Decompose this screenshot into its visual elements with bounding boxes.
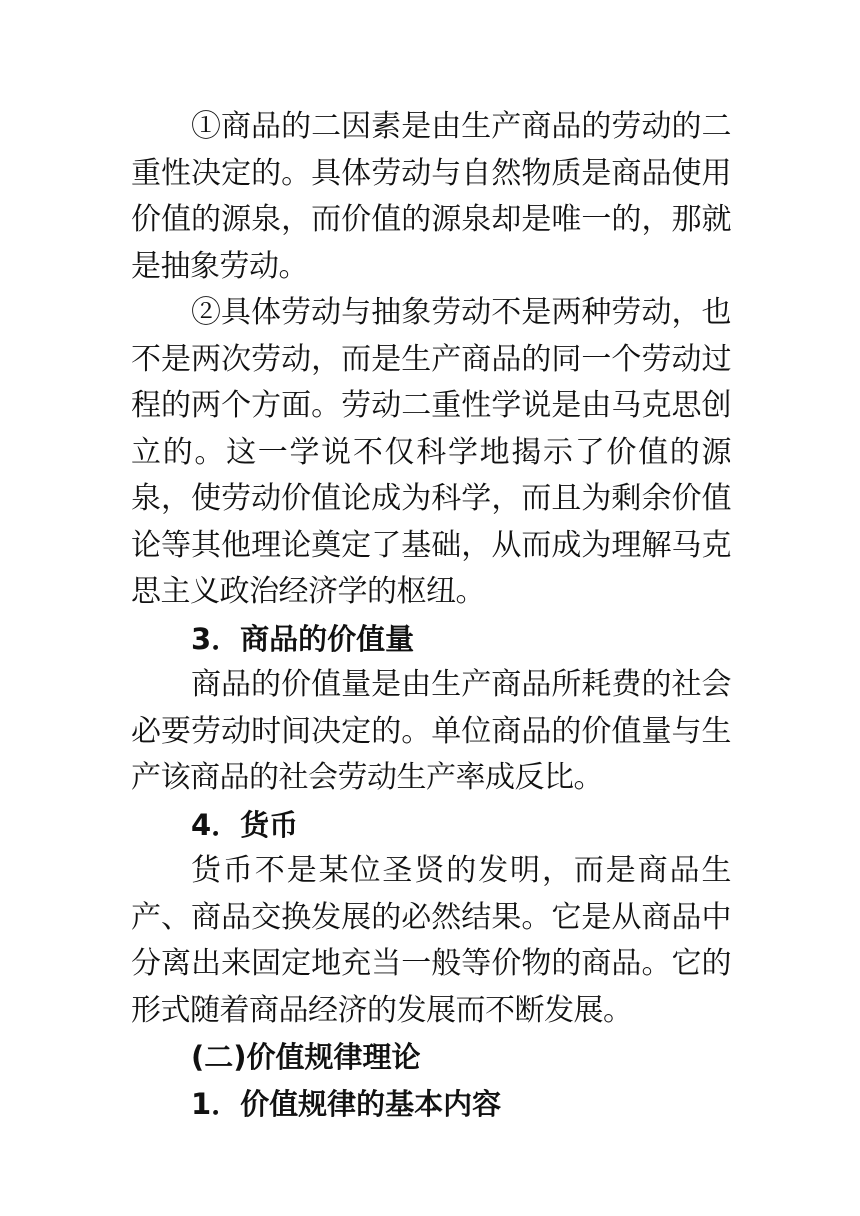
document-body <box>131 104 731 1127</box>
paragraph-dual-factors: ①商品的二因素是由生产商品的劳动的二重性决定的。具体劳动与自然物质是商品使用价值的源泉，而价值的源泉却是唯一的，那就是抽象劳动。 <box>131 109 731 284</box>
paragraph-value-magnitude: 商品的价值量是由生产商品所耗费的社会必要劳动时间决定的。单位商品的价值量与生产该商品的社会劳动生产率成反比。 <box>131 667 731 795</box>
paragraph-money: 货币不是某位圣贤的发明，而是商品生产、商品交换发展的必然结果。它是从商品中分离出来固定地充当一般等价物的商品。它的形式随着商品经济的发展而不断发展。 <box>131 853 731 1028</box>
heading-law-of-value: (二)价值规律理论 <box>191 1040 421 1074</box>
heading-money: 4．货币 <box>191 807 299 842</box>
paragraph-dual-labor: ②具体劳动与抽象劳动不是两种劳动，也不是两次劳动，而是生产商品的同一个劳动过程的两个方面。劳动二重性学说是由马克思创立的。这一学说不仅科学地揭示了价值的源泉，使劳动价值论成为科学，而且为剩余价值论等其他理论奠定了基础，从而成为理解马克思主义政治经济学的枢纽。 <box>131 295 731 609</box>
heading-law-basic-content: 1．价值规律的基本内容 <box>191 1086 502 1121</box>
heading-value-magnitude: 3．商品的价值量 <box>191 621 415 656</box>
